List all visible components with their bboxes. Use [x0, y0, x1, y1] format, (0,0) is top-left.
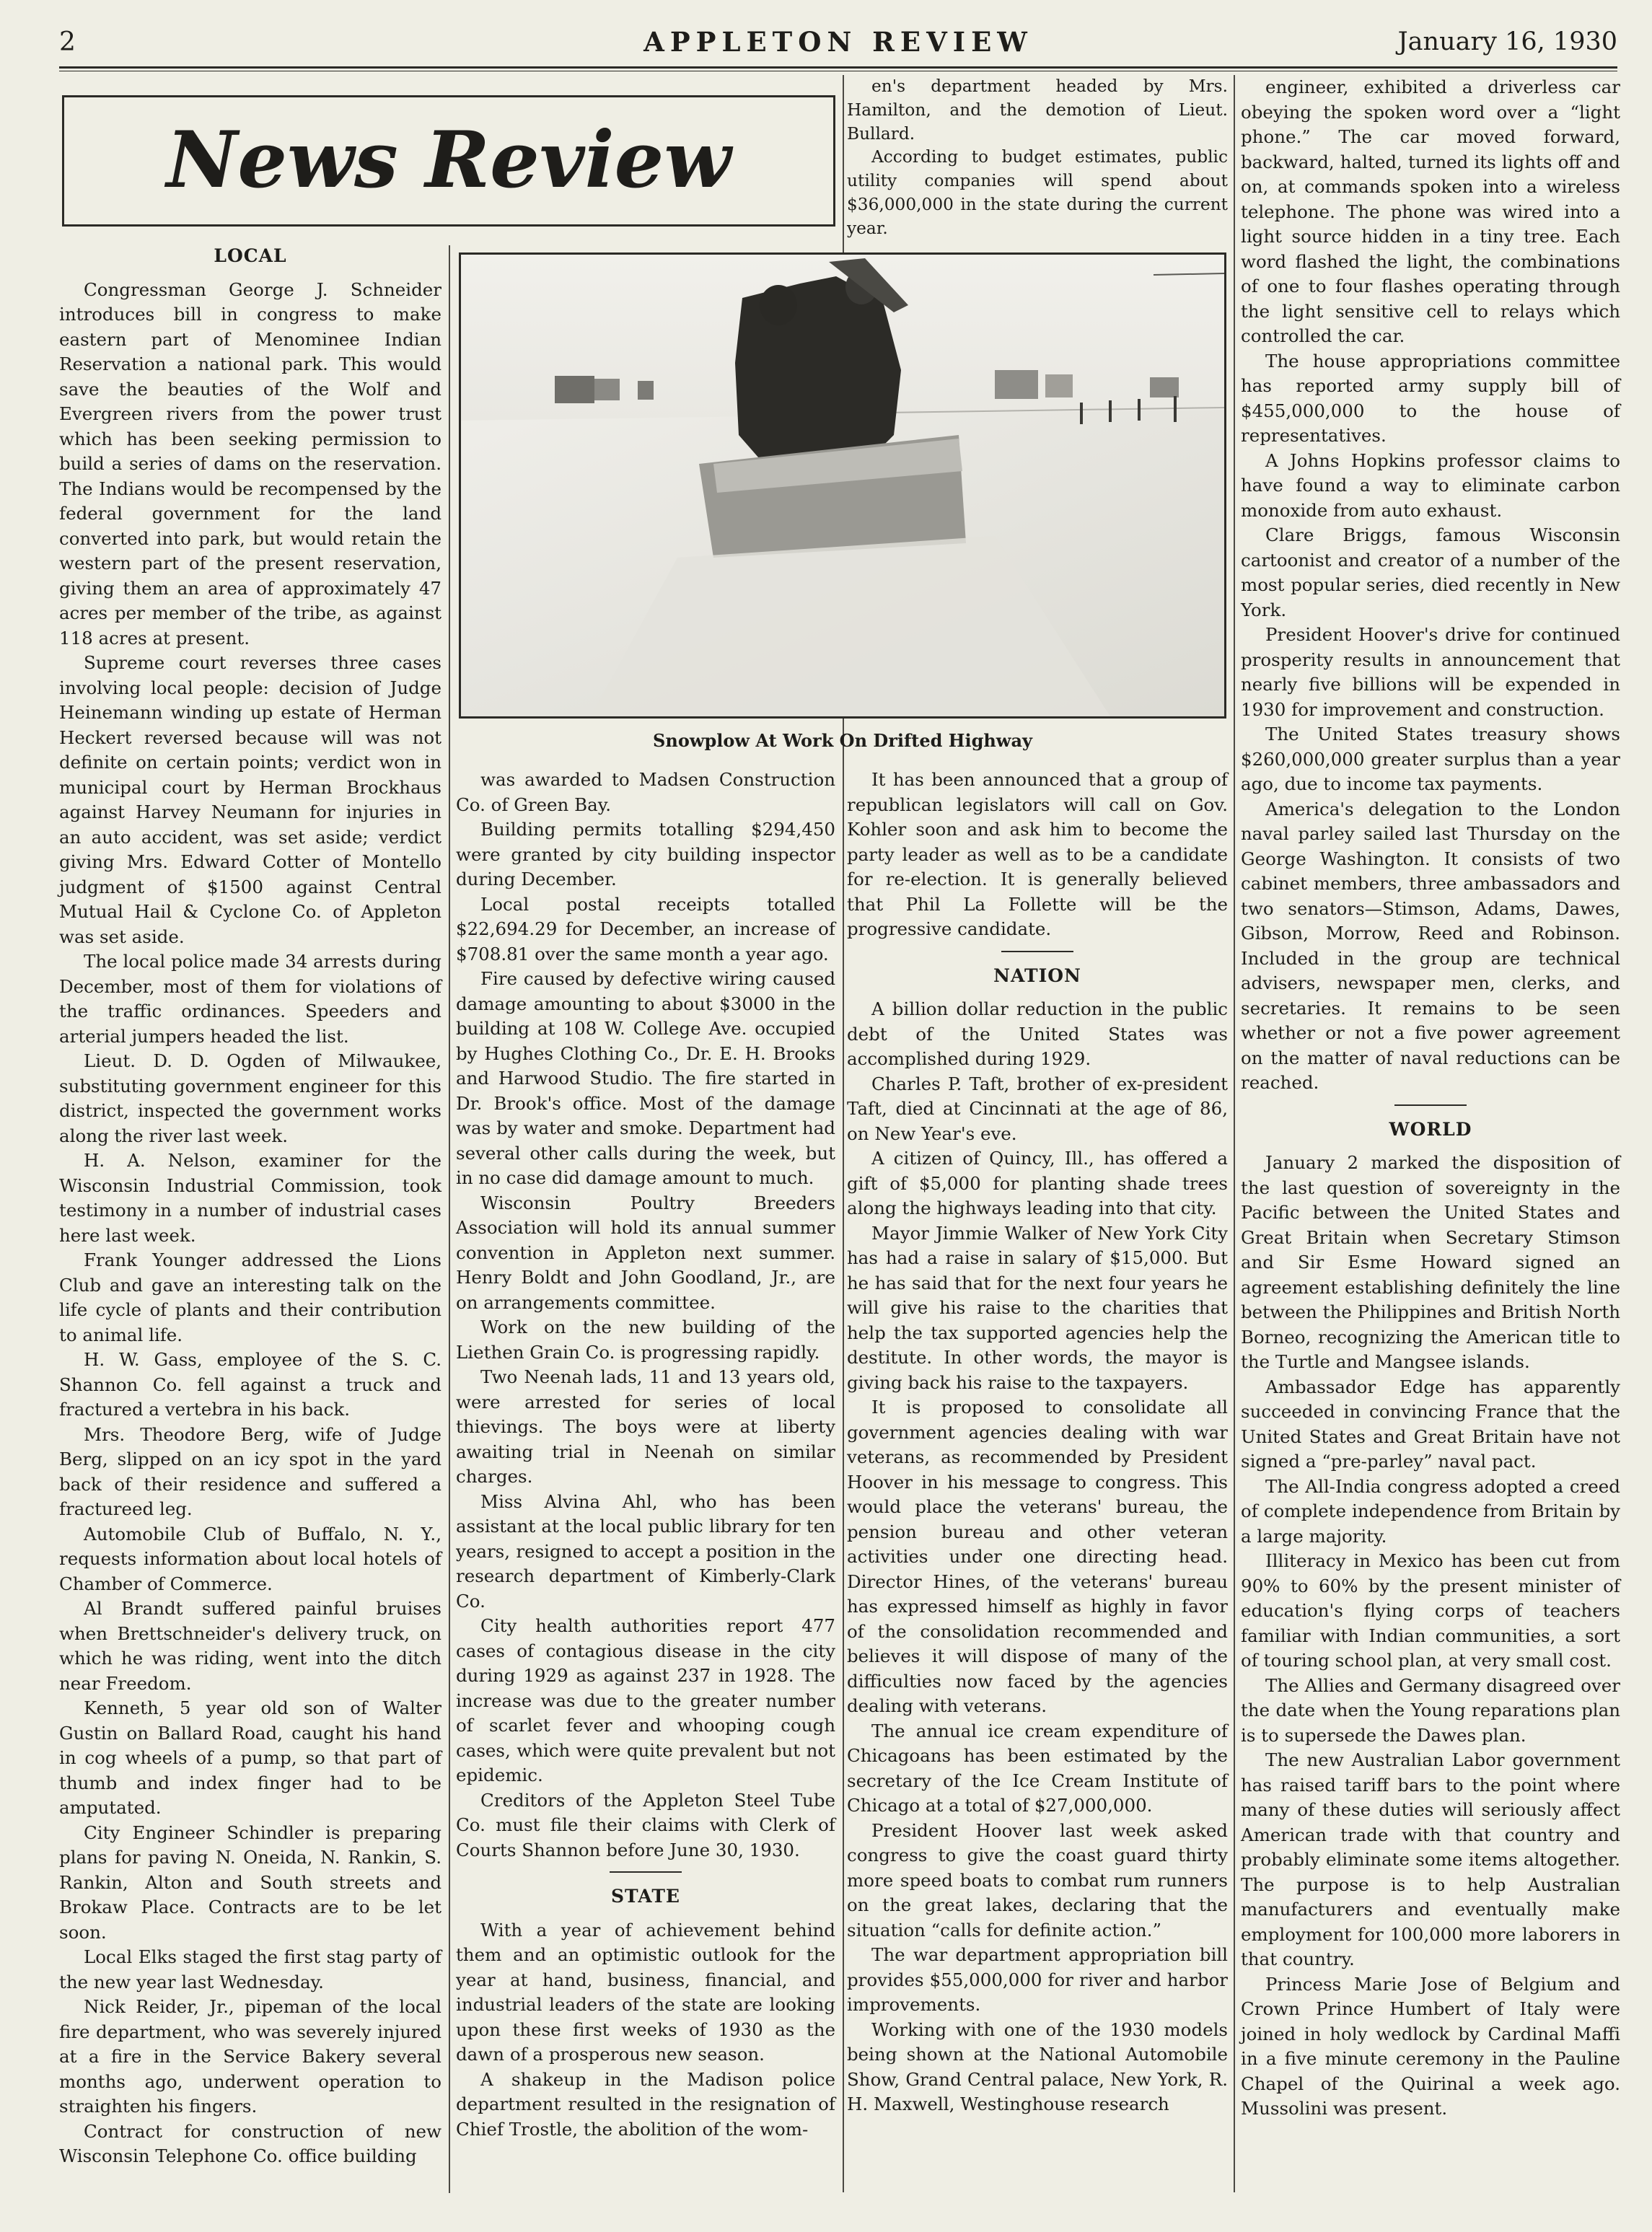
- article-paragraph: It is proposed to consolidate all government agencies dealing with war veterans, as recommended by President Hoover in his message to congress. This would place the veterans' bureau, the pension bureau and other veteran activities under one directing head. Director Hines, of the veterans' bureau has expressed himself as highly in favor of the consolidation recommended and believes it will dispose of many of the difficulties now faced by the agencies dealing with veterans.: [847, 1397, 1228, 1716]
- article-paragraph: The annual ice cream expenditure of Chicagoans has been estimated by the secretary of the Ice Cream Institute of Chicago at a total of $27,000,000.: [847, 1720, 1228, 1816]
- article-paragraph: Illiteracy in Mexico has been cut from 90% to 60% by the present minister of education's flying corps of teachers familiar with Indian communities, a sort of touring school plan, at very small cost.: [1241, 1550, 1620, 1671]
- article-paragraph: Working with one of the 1930 models being shown at the National Automobile Show, Grand Central palace, New York, R. H. Maxwell, Westinghouse research: [847, 2018, 1228, 2114]
- article-paragraph: Work on the new building of the Liethen Grain Co. is progressing rapidly.: [456, 1317, 835, 1363]
- article-paragraph: Two Neenah lads, 11 and 13 years old, were arrested for series of local thievings. The boys were at liberty awaiting trial in Neenah on similar charges.: [456, 1366, 835, 1487]
- page-number: 2: [59, 27, 76, 57]
- col3-state-articles: [847, 768, 1228, 942]
- col2-state-articles: [456, 1918, 835, 2143]
- article-paragraph: January 2 marked the disposition of the last question of sovereignty in the Pacific between the United States and Great Britain when Secretary Stimson and Sir Esme Howard signed an agreement establishing definitely the line between the Philippines and British North Borneo, recognizing the American title to the Turtle and Mangsee islands.: [1241, 1152, 1620, 1372]
- col3-top-articles: [847, 75, 1228, 240]
- article-paragraph: Wisconsin Poultry Breeders Association will hold its annual summer convention in Appleton next summer. Henry Boldt and John Goodland, Jr., are on arrangements committee.: [456, 1192, 835, 1313]
- article-paragraph: Building permits totalling $294,450 were granted by city building inspector during December.: [456, 819, 835, 889]
- article-paragraph: Lieut. D. D. Ogden of Milwaukee, substituting government engineer for this district, inspected the government works along the river last week.: [59, 1050, 441, 1146]
- article-paragraph: A citizen of Quincy, Ill., has offered a gift of $5,000 for planting shade trees along the highways leading into that city.: [847, 1148, 1228, 1218]
- column-3-top: [847, 75, 1228, 240]
- section-heading-local: LOCAL: [214, 245, 287, 266]
- section-divider: [1001, 951, 1073, 952]
- column-4: [1241, 75, 1620, 2122]
- article-paragraph: The new Australian Labor government has raised tariff bars to the point where many of these duties will seriously affect American trade with that country and probably eliminate some items altogether. The purpose is to help Australian manufacturers and eventually make employment for 100,000 more laborers in that country.: [1241, 1749, 1620, 1969]
- article-paragraph: Local postal receipts totalled $22,694.29 for December, an increase of $708.81 over the same month a year ago.: [456, 893, 835, 965]
- article-paragraph: The war department appropriation bill provides $55,000,000 for river and harbor improvements.: [847, 1944, 1228, 2015]
- article-paragraph: The Allies and Germany disagreed over the date when the Young reparations plan is to supersede the Dawes plan.: [1241, 1674, 1620, 1746]
- page-title: News Review: [166, 115, 731, 206]
- article-paragraph: The United States treasury shows $260,000,000 greater surplus than a year ago, due to income tax payments.: [1241, 724, 1620, 794]
- article-paragraph: It has been announced that a group of republican legislators will call on Gov. Kohler soon and ask him to become the party leader as well as to be a candidate for re-election. It is generally believed that Phil La Follette will be the progressive candidate.: [847, 769, 1228, 939]
- column-rule-3-4: [1234, 75, 1235, 2192]
- article-paragraph: Mayor Jimmie Walker of New York City has had a raise in salary of $15,000. But he has said that for the next four years he will give his raise to the charities that help the tax supported agencies help the destitute. In other words, the mayor is giving back his raise to the taxpayers.: [847, 1222, 1228, 1393]
- article-paragraph: Local Elks staged the first stag party of the new year last Wednesday.: [59, 1946, 441, 1992]
- article-paragraph: According to budget estimates, public utility companies will spend about $36,000,000 in the state during the current year.: [847, 147, 1228, 238]
- article-paragraph: Frank Younger addressed the Lions Club and gave an interesting talk on the life cycle of plants and their contribution to animal life.: [59, 1249, 441, 1345]
- title-box: [62, 95, 835, 227]
- section-divider: [1394, 1104, 1467, 1106]
- col1-articles: [59, 278, 441, 2169]
- article-paragraph: en's department headed by Mrs. Hamilton, and the demotion of Lieut. Bullard.: [847, 76, 1228, 144]
- snowplow-photo: [459, 252, 1226, 719]
- article-paragraph: Creditors of the Appleton Steel Tube Co. must file their claims with Clerk of Courts Shannon before June 30, 1930.: [456, 1789, 835, 1860]
- col2-local-articles: [456, 768, 835, 1863]
- section-divider: [610, 1871, 682, 1873]
- article-paragraph: City Engineer Schindler is preparing plans for paving N. Oneida, N. Rankin, S. Rankin, Alton and South streets and Brokaw Place. Contracts are to be let soon.: [59, 1822, 441, 1943]
- column-rule-1-2: [449, 245, 450, 2193]
- article-paragraph: The house appropriations committee has reported army supply bill of $455,000,000 to the house of representatives.: [1241, 350, 1620, 446]
- article-paragraph: Clare Briggs, famous Wisconsin cartoonist and creator of a number of the most popular series, died recently in New York.: [1241, 524, 1620, 620]
- col4-world-articles: [1241, 1151, 1620, 2122]
- article-paragraph: Fire caused by defective wiring caused damage amounting to about $3000 in the building at 108 W. College Ave. occupied by Hughes Clothing Co., Dr. E. H. Brooks and Harwood Studio. The fire started in Dr. Brook's office. Most of the damage was by water and smoke. Department had several other calls during the week, but in no case did damage amount to much.: [456, 968, 835, 1188]
- column-1: [59, 244, 441, 2169]
- article-paragraph: A shakeup in the Madison police department resulted in the resignation of Chief Trostle, the abolition of the wom-: [456, 2068, 835, 2140]
- article-paragraph: A Johns Hopkins professor claims to have found a way to eliminate carbon monoxide from auto exhaust.: [1241, 449, 1620, 521]
- article-paragraph: Mrs. Theodore Berg, wife of Judge Berg, slipped on an icy spot in the yard back of their residence and suffered a fractureed leg.: [59, 1423, 441, 1519]
- article-paragraph: H. A. Nelson, examiner for the Wisconsin Industrial Commission, took testimony in a number of industrial cases here last week.: [59, 1150, 441, 1246]
- article-paragraph: America's delegation to the London naval parley sailed last Thursday on the George Washington. It consists of two cabinet members, three ambassadors and two senators—Stimson, Adams, Dawes, Gibson, Morrow, Reed and Robinson. Included in the group are technical advisers, newspaper men, clerks, and secretaries. It remains to be seen whether or not a five power agreement on the matter of naval reductions can be reached.: [1241, 798, 1620, 1093]
- article-paragraph: was awarded to Madsen Construction Co. of Green Bay.: [456, 769, 835, 815]
- article-paragraph: The local police made 34 arrests during December, most of them for violations of the traffic ordinances. Speeders and arterial jumpers headed the list.: [59, 951, 441, 1047]
- column-2: [456, 768, 835, 2142]
- article-paragraph: Princess Marie Jose of Belgium and Crown Prince Humbert of Italy were joined in holy wedlock by Cardinal Maffi in a five minute ceremony in the Pauline Chapel of the Quirinal a week ago. Mussolini was present.: [1241, 1973, 1620, 2119]
- article-paragraph: Al Brandt suffered painful bruises when Brettschneider's delivery truck, on which he was riding, went into the ditch near Freedom.: [59, 1598, 441, 1694]
- article-paragraph: President Hoover's drive for continued prosperity results in announcement that nearly five billions will be expended in 1930 for improvement and construction.: [1241, 624, 1620, 720]
- article-paragraph: With a year of achievement behind them and an optimistic outlook for the year at hand, business, financial, and industrial leaders of the state are looking upon these first weeks of 1930 as the dawn of a prosperous new season.: [456, 1919, 835, 2065]
- article-paragraph: Congressman George J. Schneider introduces bill in congress to make eastern part of Menominee Indian Reservation a national park. This would save the beauties of the Wolf and Evergreen rivers from the power trust which has been seeking permission to build a series of dams on the reservation. The Indians would be recompensed by the federal government for the land converted into park, but would retain the western part of the present reservation, giving them an area of approximately 47 acres per member of the tribe, as against 118 acres at present.: [59, 278, 441, 649]
- article-paragraph: Ambassador Edge has apparently succeeded in convincing France that the United States and Great Britain have not signed a “pre-parley” naval pact.: [1241, 1376, 1620, 1472]
- page-header: [59, 22, 1617, 65]
- section-heading-world: WORLD: [1389, 1118, 1472, 1140]
- article-paragraph: President Hoover last week asked congress to give the coast guard thirty more speed boats to combat rum runners on the great lakes, declaring that the situation “calls for definite action.”: [847, 1819, 1228, 1941]
- section-heading-state: STATE: [611, 1886, 680, 1907]
- col3-nation-articles: [847, 997, 1228, 2117]
- article-paragraph: engineer, exhibited a driverless car obeying the spoken word over a “light phone.” The car moved forward, backward, halted, turned its lights off and on, at commands spoken into a wireless telephone. The phone was wired into a light source hidden in a tiny tree. Each word flashed the light, the combinations of one to four flashes operating through the light sensitive cell to relays which controlled the car.: [1241, 76, 1620, 346]
- article-paragraph: Nick Reider, Jr., pipeman of the local fire department, who was severely injured at a fire in the Service Bakery several months ago, underwent operation to straighten his fingers.: [59, 1996, 441, 2117]
- article-paragraph: Automobile Club of Buffalo, N. Y., requests information about local hotels of Chamber of Commerce.: [59, 1523, 441, 1594]
- section-heading-nation: NATION: [993, 965, 1081, 986]
- issue-date: January 16, 1930: [1397, 27, 1617, 56]
- column-3: [847, 768, 1228, 2117]
- article-paragraph: Supreme court reverses three cases involving local people: decision of Judge Heinemann winding up estate of Herman Heckert reversed because will was not definite on certain points; verdict won in municipal court by Herman Brockhaus against Harvey Neumann for injuries in an auto accident, was set aside; verdict giving Mrs. Edward Cotter of Montello judgment of $1500 against Central Mutual Hail & Cyclone Co. of Appleton was set aside.: [59, 652, 441, 947]
- col4-nation-articles: [1241, 75, 1620, 1096]
- article-paragraph: City health authorities report 477 cases of contagious disease in the city during 1929 as against 237 in 1928. The increase was due to the greater number of scarlet fever and whooping cough cases, which were quite prevalent but not epidemic.: [456, 1615, 835, 1785]
- article-paragraph: H. W. Gass, employee of the S. C. Shannon Co. fell against a truck and fractured a vertebra in his back.: [59, 1349, 441, 1420]
- article-paragraph: Charles P. Taft, brother of ex-president Taft, died at Cincinnati at the age of 86, on New Year's eve.: [847, 1073, 1228, 1144]
- article-paragraph: A billion dollar reduction in the public debt of the United States was accomplished during 1929.: [847, 998, 1228, 1069]
- article-paragraph: The All-India congress adopted a creed of complete independence from Britain by a large majority.: [1241, 1475, 1620, 1547]
- photo-caption: Snowplow At Work On Drifted Highway: [653, 730, 1032, 751]
- article-paragraph: Miss Alvina Ahl, who has been assistant at the local public library for ten years, resigned to accept a position in the research department of Kimberly-Clark Co.: [456, 1490, 835, 1612]
- header-rule-thick: [59, 66, 1617, 69]
- article-paragraph: Kenneth, 5 year old son of Walter Gustin on Ballard Road, caught his hand in cog wheels of a pump, so that part of thumb and index finger had to be amputated.: [59, 1697, 441, 1818]
- masthead: APPLETON REVIEW: [643, 26, 1033, 58]
- article-paragraph: Contract for construction of new Wisconsin Telephone Co. office building: [59, 2120, 441, 2166]
- snowplow-image: [461, 255, 1224, 716]
